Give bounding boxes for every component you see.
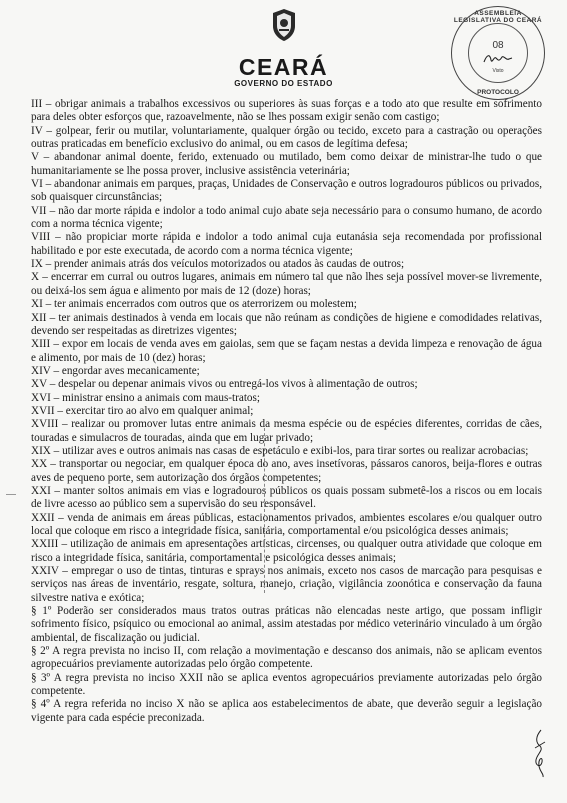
paragraph: XIX – utilizar aves e outros animais nas casas de espetáculo e exibi-los, para tirar sortes ou realizar acrobacias; bbox=[31, 444, 529, 457]
signature-icon bbox=[483, 52, 513, 66]
paragraph: XVI – ministrar ensino a animais com maus-tratos; bbox=[31, 391, 260, 404]
paragraph: XX – transportar ou negociar, em qualquer época do ano, aves insetívoras, pássaros canoros, beija-flores e outras aves de pequeno porte, sem autorização dos órgãos competentes; bbox=[31, 458, 542, 484]
paragraph: XIV – engordar aves mecanicamente; bbox=[31, 364, 200, 377]
paragraph: VIII – não propiciar morte rápida e indolor a todo animal cuja eutanásia seja recomendada por profissional habilitado e por este executada, de acordo com a norma técnica vigente; bbox=[31, 231, 542, 257]
paragraph: XI – ter animais encerrados com outros que os aterrorizem ou molestem; bbox=[31, 298, 357, 311]
government-label: GOVERNO DO ESTADO bbox=[234, 79, 333, 88]
paragraph: § 1º Poderão ser considerados maus tratos outras práticas não elencadas neste artigo, que possam infligir sofrimento físico, psíquico ou emocional ao animal, assim atestadas por médico veterinário vinculado à um órgão ambiental, de fiscalização ou judicial. bbox=[31, 605, 542, 644]
paragraph: XXII – venda de animais em áreas públicas, estacionamentos privados, ambientes escolares e/ou qualquer outro local que coloque em risco a integridade física, sanitária, comportamental e/ou psicológica desses animais; bbox=[31, 511, 542, 537]
paragraph: XXIV – empregar o uso de tintas, tinturas e sprays nos animais, exceto nos casos de marcação para pesquisas e serviços nas áreas de inventário, resgate, soltura, manejo, criação, vigilância zoonótica e conservação da fauna silvestre nativa e exótica; bbox=[31, 565, 542, 604]
paragraph: IV – golpear, ferir ou mutilar, voluntariamente, qualquer órgão ou tecido, exceto para a castração ou operações outras praticadas em benefício exclusivo do animal, ou em casos de legítima defesa; bbox=[31, 124, 542, 151]
paragraph: § 3º A regra prevista no inciso XXII não se aplica eventos agropecuários previamente autorizadas pelo órgão competente. bbox=[31, 671, 542, 698]
paragraph: X – encerrar em curral ou outros lugares, animais em número tal que não lhes seja possível mover-se livremente, ou deixá-los sem água e alimento por mais de 12 (doze) horas; bbox=[31, 271, 542, 297]
stamp-page-number: 08 bbox=[492, 40, 504, 51]
paragraph: XXIII – utilização de animais em apresentações artísticas, circenses, ou qualquer outra atividade que coloque em risco a integridade física, sanitária, comportamental e psicológica desses animais; bbox=[31, 538, 542, 564]
stamp-visto-label: Visto bbox=[492, 68, 504, 74]
document-body bbox=[31, 98, 542, 725]
paragraph: XVII – exercitar tiro ao alvo em qualquer animal; bbox=[31, 404, 254, 417]
paragraph: VII – não dar morte rápida e indolor a todo animal cujo abate seja necessário para o consumo humano, de acordo com a norma técnica vigente; bbox=[31, 204, 542, 231]
stamp-inner-ring bbox=[468, 23, 528, 83]
protocol-stamp bbox=[451, 6, 545, 100]
paragraph: XII – ter animais destinados à venda em locais que não reúnam as condições de higiene e comodidades relativas, devendo ser respeitadas as diretrizes vigentes; bbox=[31, 311, 542, 337]
state-crest-icon bbox=[271, 8, 297, 42]
paragraph: § 4º A regra referida no inciso X não se aplica aos estabelecimentos de abate, que deverão seguir a legislação vigente para cada espécie preconizada. bbox=[31, 698, 542, 724]
state-name: CEARÁ bbox=[238, 54, 329, 80]
paragraph: XXI – manter soltos animais em vias e logradouros públicos os quais possam submetê-los a riscos ou em locais de livre acesso ao público sem a supervisão do seu responsável. bbox=[31, 484, 542, 511]
paragraph: VI – abandonar animais em parques, praças, Unidades de Conservação e outros logradouros públicos ou privados, sob quaisquer circunstâncias; bbox=[31, 178, 542, 204]
paragraph: III – obrigar animais a trabalhos excessivos ou superiores às suas forças e a todo ato que resulte em sofrimento para deles obter esforços que, razoavelmente, não se lhes possam exigir senão com castigo; bbox=[31, 98, 542, 124]
initials-signature-icon bbox=[532, 728, 548, 778]
stamp-bottom-text: PROTOCOLO bbox=[477, 89, 519, 96]
stamp-top-text: ASSEMBLEIA LEGISLATIVA DO CEARÁ bbox=[453, 10, 543, 24]
paragraph: XV – despelar ou depenar animais vivos ou entregá-los vivos à alimentação de outros; bbox=[31, 378, 418, 391]
paragraph: § 2º A regra prevista no inciso II, com relação a movimentação e descanso dos animais, não se aplicam eventos agropecuários previamente autorizadas pelo órgão competente. bbox=[31, 645, 542, 671]
punch-mark bbox=[6, 494, 16, 495]
paragraph: IX – prender animais atrás dos veículos motorizados ou atados às caudas de outros; bbox=[31, 258, 405, 271]
paragraph: XIII – expor em locais de venda aves em gaiolas, sem que se façam nestas a devida limpeza e renovação de água e alimento, por mais de 10 (dez) horas; bbox=[31, 338, 542, 364]
paragraph: XVIII – realizar ou promover lutas entre animais da mesma espécie ou de espécies diferentes, corridas de cães, touradas e simulacros de touradas, ainda que em lugar privado; bbox=[31, 418, 542, 444]
fold-crease-line bbox=[264, 428, 266, 593]
paragraph: V – abandonar animal doente, ferido, extenuado ou mutilado, bem como deixar de ministrar-lhe tudo o que humanitariamente se lhe possa prover, inclusive assistência veterinária; bbox=[31, 151, 542, 177]
